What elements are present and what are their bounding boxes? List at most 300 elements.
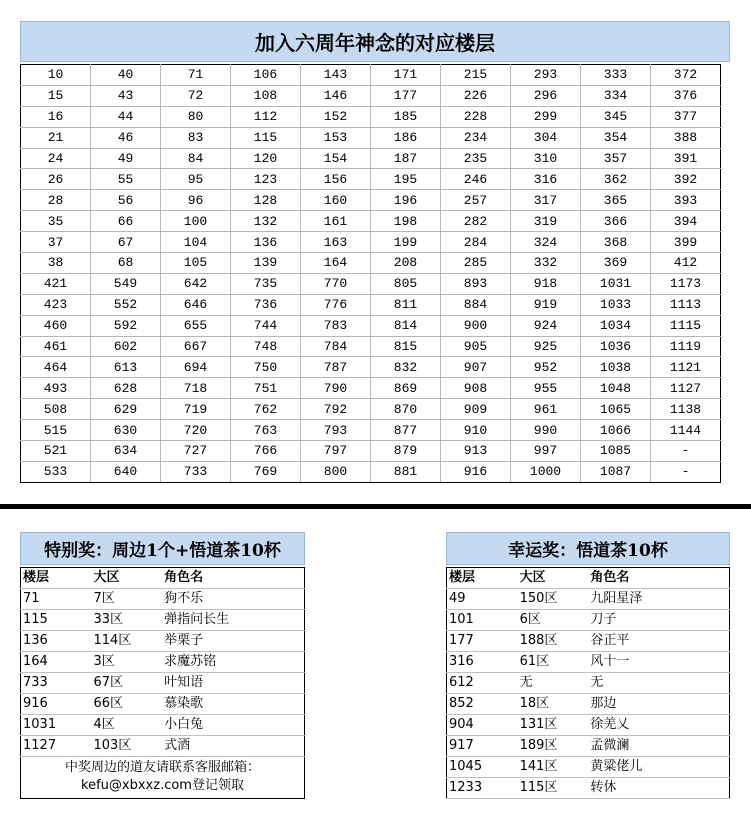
floor-cell: 37 (21, 232, 91, 253)
winner-row (447, 694, 730, 715)
floor-cell: 1233 (447, 778, 518, 799)
floor-cell: 907 (441, 357, 511, 378)
winner-row (447, 589, 730, 610)
floor-cell: 332 (511, 253, 581, 274)
server-cell: 4区 (91, 715, 162, 736)
floor-cell: 399 (651, 232, 721, 253)
winner-row (21, 652, 305, 673)
floor-cell: 55 (91, 169, 161, 190)
floor-cell: 783 (301, 315, 371, 336)
floor-cell: 1038 (581, 357, 651, 378)
special-prize-title: 特别奖：周边1个+悟道茶10杯 (20, 532, 305, 565)
floor-cell: 552 (91, 294, 161, 315)
floor-cell: 793 (301, 420, 371, 441)
floor-cell: 104 (161, 232, 231, 253)
floor-cell: 195 (371, 169, 441, 190)
floor-row (21, 336, 721, 357)
server-cell: 无 (518, 673, 589, 694)
floor-cell: 196 (371, 190, 441, 211)
floor-cell: 1119 (651, 336, 721, 357)
floor-cell: 766 (231, 441, 301, 462)
floor-cell: 228 (441, 106, 511, 127)
floor-cell: 805 (371, 273, 441, 294)
floor-row (21, 169, 721, 190)
floor-cell: 362 (581, 169, 651, 190)
floor-cell: 412 (651, 253, 721, 274)
floor-row (21, 106, 721, 127)
floor-cell: 71 (21, 589, 92, 610)
floor-cell: 787 (301, 357, 371, 378)
floor-cell: 905 (441, 336, 511, 357)
floor-cell: 1127 (21, 736, 92, 757)
server-cell: 66区 (91, 694, 162, 715)
winner-row (447, 610, 730, 631)
floor-cell: 164 (21, 652, 92, 673)
floor-cell: 646 (161, 294, 231, 315)
floor-cell: 1031 (581, 273, 651, 294)
floor-cell: 394 (651, 211, 721, 232)
floor-cell: 918 (511, 273, 581, 294)
floor-cell: 49 (447, 589, 518, 610)
floor-cell: 869 (371, 378, 441, 399)
floor-cell: 751 (231, 378, 301, 399)
floor-cell: 153 (301, 127, 371, 148)
floor-cell: 67 (91, 232, 161, 253)
winner-row (21, 589, 305, 610)
column-header: 大区 (518, 568, 589, 589)
floor-cell: 139 (231, 253, 301, 274)
floor-cell: 154 (301, 148, 371, 169)
lucky-prize-table (446, 567, 730, 799)
winner-row (447, 757, 730, 778)
floor-cell: 769 (231, 461, 301, 482)
floor-cell: 602 (91, 336, 161, 357)
floor-cell: 423 (21, 294, 91, 315)
floor-cell: 464 (21, 357, 91, 378)
floor-cell: 916 (441, 461, 511, 482)
floor-cell: 80 (161, 106, 231, 127)
special-prize-table (20, 567, 305, 757)
lucky-prize-title: 幸运奖：悟道茶10杯 (446, 532, 730, 565)
floor-cell: 105 (161, 253, 231, 274)
floor-cell: 284 (441, 232, 511, 253)
character-name-cell: 式酒 (162, 736, 304, 757)
floor-cell: 952 (511, 357, 581, 378)
floor-cell: 24 (21, 148, 91, 169)
contact-note-line2: kefu@xbxxz.com登记领取 (81, 778, 244, 793)
floor-row (21, 357, 721, 378)
floor-cell: 372 (651, 65, 721, 86)
floor-cell: 161 (301, 211, 371, 232)
floor-cell: 493 (21, 378, 91, 399)
server-cell: 67区 (91, 673, 162, 694)
winner-row (447, 736, 730, 757)
floor-cell: 720 (161, 420, 231, 441)
floor-cell: 694 (161, 357, 231, 378)
floor-cell: 334 (581, 85, 651, 106)
floor-cell: 391 (651, 148, 721, 169)
floor-cell: 629 (91, 399, 161, 420)
floor-cell: 71 (161, 65, 231, 86)
winner-row (447, 673, 730, 694)
winner-row (21, 673, 305, 694)
floor-cell: 997 (511, 441, 581, 462)
floor-cell: 733 (21, 673, 92, 694)
floor-row (21, 273, 721, 294)
floor-cell: 120 (231, 148, 301, 169)
floor-cell: 1036 (581, 336, 651, 357)
table-header-row (21, 568, 305, 589)
character-name-cell: 孟微澜 (588, 736, 729, 757)
floor-cell: 163 (301, 232, 371, 253)
floor-cell: 28 (21, 190, 91, 211)
floor-cell: 461 (21, 336, 91, 357)
floor-cell: 736 (231, 294, 301, 315)
server-cell: 6区 (518, 610, 589, 631)
floor-cell: 136 (21, 631, 92, 652)
character-name-cell: 谷正平 (588, 631, 729, 652)
floor-cell: 317 (511, 190, 581, 211)
lucky-prize-panel (446, 532, 730, 799)
floor-cell: 1138 (651, 399, 721, 420)
floor-cell: 910 (441, 420, 511, 441)
floor-cell: 762 (231, 399, 301, 420)
floor-row (21, 441, 721, 462)
floor-cell: 40 (91, 65, 161, 86)
floor-cell: 748 (231, 336, 301, 357)
floor-cell: 750 (231, 357, 301, 378)
floor-cell: 592 (91, 315, 161, 336)
floor-cell: 324 (511, 232, 581, 253)
floor-cell: 990 (511, 420, 581, 441)
floor-cell: 667 (161, 336, 231, 357)
floor-cell: 285 (441, 253, 511, 274)
floor-cell: 35 (21, 211, 91, 232)
column-header: 楼层 (21, 568, 92, 589)
floor-cell: 282 (441, 211, 511, 232)
floor-cell: 115 (21, 610, 92, 631)
floor-cell: 368 (581, 232, 651, 253)
floor-cell: 800 (301, 461, 371, 482)
floor-cell: 1065 (581, 399, 651, 420)
floor-cell: 913 (441, 441, 511, 462)
floor-cell: 955 (511, 378, 581, 399)
floor-cell: 900 (441, 315, 511, 336)
server-cell: 188区 (518, 631, 589, 652)
winner-row (21, 715, 305, 736)
floor-cell: 634 (91, 441, 161, 462)
floor-cell: 84 (161, 148, 231, 169)
table-header-row (447, 568, 730, 589)
floor-cell: 369 (581, 253, 651, 274)
winner-row (21, 631, 305, 652)
character-name-cell: 黄粱佬儿 (588, 757, 729, 778)
floor-cell: 187 (371, 148, 441, 169)
floor-cell: 460 (21, 315, 91, 336)
floor-cell: 357 (581, 148, 651, 169)
floor-cell: 776 (301, 294, 371, 315)
floor-cell: 177 (371, 85, 441, 106)
column-header: 大区 (91, 568, 162, 589)
page-title: 加入六周年神念的对应楼层 (20, 21, 730, 62)
floor-cell: 744 (231, 315, 301, 336)
floor-cell: 919 (511, 294, 581, 315)
floor-cell: 1031 (21, 715, 92, 736)
floor-cell: 1127 (651, 378, 721, 399)
floor-cell: 26 (21, 169, 91, 190)
floor-cell: 132 (231, 211, 301, 232)
floor-cell: 1087 (581, 461, 651, 482)
floor-cell: 790 (301, 378, 371, 399)
floor-cell: 123 (231, 169, 301, 190)
floor-cell: 257 (441, 190, 511, 211)
floor-cell: 21 (21, 127, 91, 148)
floor-cell: 299 (511, 106, 581, 127)
floor-cell: 15 (21, 85, 91, 106)
floor-cell: 160 (301, 190, 371, 211)
floor-cell: 1066 (581, 420, 651, 441)
floor-cell: 83 (161, 127, 231, 148)
floor-row (21, 148, 721, 169)
floor-row (21, 378, 721, 399)
server-cell: 150区 (518, 589, 589, 610)
floor-cell: 296 (511, 85, 581, 106)
floor-cell: 735 (231, 273, 301, 294)
floor-row (21, 127, 721, 148)
floor-row (21, 315, 721, 336)
floor-row (21, 190, 721, 211)
floor-cell: 925 (511, 336, 581, 357)
floor-cell: 392 (651, 169, 721, 190)
floor-cell: 1121 (651, 357, 721, 378)
server-cell: 3区 (91, 652, 162, 673)
server-cell: 189区 (518, 736, 589, 757)
floor-cell: 961 (511, 399, 581, 420)
floor-row (21, 461, 721, 482)
floor-cell: 49 (91, 148, 161, 169)
floor-cell: 293 (511, 65, 581, 86)
floor-cell: 143 (301, 65, 371, 86)
column-header: 角色名 (162, 568, 304, 589)
floor-cell: 393 (651, 190, 721, 211)
floor-cell: 310 (511, 148, 581, 169)
floor-cell: 533 (21, 461, 91, 482)
floor-cell: 44 (91, 106, 161, 127)
floor-cell: 832 (371, 357, 441, 378)
floor-cell: 1033 (581, 294, 651, 315)
floor-cell: 811 (371, 294, 441, 315)
character-name-cell: 那边 (588, 694, 729, 715)
floor-cell: 185 (371, 106, 441, 127)
server-cell: 33区 (91, 610, 162, 631)
floor-row (21, 294, 721, 315)
floor-cell: 727 (161, 441, 231, 462)
floor-cell: 72 (161, 85, 231, 106)
server-cell: 7区 (91, 589, 162, 610)
floor-cell: 908 (441, 378, 511, 399)
floor-row (21, 253, 721, 274)
floor-cell: 613 (91, 357, 161, 378)
floor-row (21, 211, 721, 232)
floor-cell: 763 (231, 420, 301, 441)
floor-cell: 814 (371, 315, 441, 336)
character-name-cell: 刀子 (588, 610, 729, 631)
character-name-cell: 举栗子 (162, 631, 304, 652)
floor-cell: 319 (511, 211, 581, 232)
winner-row (447, 652, 730, 673)
floor-row (21, 399, 721, 420)
character-name-cell: 转休 (588, 778, 729, 799)
section-divider (0, 504, 751, 509)
floor-cell: 136 (231, 232, 301, 253)
floor-cell: 733 (161, 461, 231, 482)
floor-cell: 718 (161, 378, 231, 399)
character-name-cell: 无 (588, 673, 729, 694)
floor-cell: 784 (301, 336, 371, 357)
floor-cell: 199 (371, 232, 441, 253)
floor-cell: 68 (91, 253, 161, 274)
floor-cell: 304 (511, 127, 581, 148)
floor-cell: 376 (651, 85, 721, 106)
floor-cell: 106 (231, 65, 301, 86)
floor-cell: 549 (91, 273, 161, 294)
floor-cell: 128 (231, 190, 301, 211)
floor-cell: 515 (21, 420, 91, 441)
server-cell: 103区 (91, 736, 162, 757)
floor-cell: 66 (91, 211, 161, 232)
character-name-cell: 求魔苏铭 (162, 652, 304, 673)
floor-cell: 366 (581, 211, 651, 232)
floor-cell: - (651, 441, 721, 462)
floor-cell: 235 (441, 148, 511, 169)
floor-cell: 916 (21, 694, 92, 715)
floor-row (21, 420, 721, 441)
floor-cell: 792 (301, 399, 371, 420)
server-cell: 131区 (518, 715, 589, 736)
server-cell: 61区 (518, 652, 589, 673)
floor-cell: 1000 (511, 461, 581, 482)
contact-note-line1: 中奖周边的道友请联系客服邮箱： (64, 760, 260, 775)
floor-cell: 655 (161, 315, 231, 336)
floor-cell: 852 (447, 694, 518, 715)
floor-cell: 904 (447, 715, 518, 736)
winner-row (21, 736, 305, 757)
floor-cell: 881 (371, 461, 441, 482)
character-name-cell: 叶知语 (162, 673, 304, 694)
floor-cell: 96 (161, 190, 231, 211)
server-cell: 114区 (91, 631, 162, 652)
floor-row (21, 232, 721, 253)
character-name-cell: 九阳星泽 (588, 589, 729, 610)
floor-cell: 95 (161, 169, 231, 190)
floor-cell: 508 (21, 399, 91, 420)
floor-cell: 1034 (581, 315, 651, 336)
floor-cell: - (651, 461, 721, 482)
winner-row (21, 610, 305, 631)
floor-cell: 630 (91, 420, 161, 441)
winner-row (447, 778, 730, 799)
floor-cell: 112 (231, 106, 301, 127)
floor-table (20, 64, 721, 483)
character-name-cell: 慕染歌 (162, 694, 304, 715)
floor-cell: 770 (301, 273, 371, 294)
floor-cell: 333 (581, 65, 651, 86)
floor-cell: 1045 (447, 757, 518, 778)
winner-row (21, 694, 305, 715)
character-name-cell: 徐羌乂 (588, 715, 729, 736)
floor-cell: 156 (301, 169, 371, 190)
floor-cell: 100 (161, 211, 231, 232)
floor-cell: 152 (301, 106, 371, 127)
floor-cell: 1115 (651, 315, 721, 336)
floor-cell: 377 (651, 106, 721, 127)
server-cell: 18区 (518, 694, 589, 715)
floor-cell: 1085 (581, 441, 651, 462)
server-cell: 115区 (518, 778, 589, 799)
floor-row (21, 85, 721, 106)
floor-cell: 884 (441, 294, 511, 315)
floor-cell: 640 (91, 461, 161, 482)
floor-cell: 815 (371, 336, 441, 357)
floor-cell: 521 (21, 441, 91, 462)
floor-cell: 316 (447, 652, 518, 673)
floor-cell: 215 (441, 65, 511, 86)
special-prize-panel (20, 532, 305, 799)
character-name-cell: 弹指问长生 (162, 610, 304, 631)
floor-cell: 628 (91, 378, 161, 399)
floor-cell: 108 (231, 85, 301, 106)
floor-cell: 186 (371, 127, 441, 148)
floor-row (21, 65, 721, 86)
floor-cell: 354 (581, 127, 651, 148)
floor-cell: 642 (161, 273, 231, 294)
floor-cell: 208 (371, 253, 441, 274)
floor-cell: 10 (21, 65, 91, 86)
floor-cell: 719 (161, 399, 231, 420)
column-header: 楼层 (447, 568, 518, 589)
floor-cell: 924 (511, 315, 581, 336)
floor-cell: 365 (581, 190, 651, 211)
floor-cell: 177 (447, 631, 518, 652)
floor-cell: 612 (447, 673, 518, 694)
floor-cell: 101 (447, 610, 518, 631)
floor-cell: 16 (21, 106, 91, 127)
floor-cell: 234 (441, 127, 511, 148)
floor-cell: 893 (441, 273, 511, 294)
column-header: 角色名 (588, 568, 729, 589)
floor-cell: 877 (371, 420, 441, 441)
winner-row (447, 715, 730, 736)
server-cell: 141区 (518, 757, 589, 778)
floor-cell: 56 (91, 190, 161, 211)
floor-cell: 226 (441, 85, 511, 106)
floor-cell: 1048 (581, 378, 651, 399)
floor-cell: 1113 (651, 294, 721, 315)
floor-cell: 1173 (651, 273, 721, 294)
contact-note (20, 757, 305, 799)
character-name-cell: 小白兔 (162, 715, 304, 736)
floor-cell: 171 (371, 65, 441, 86)
winner-row (447, 631, 730, 652)
floor-cell: 797 (301, 441, 371, 462)
floor-cell: 146 (301, 85, 371, 106)
floor-cell: 316 (511, 169, 581, 190)
floor-cell: 198 (371, 211, 441, 232)
floor-cell: 38 (21, 253, 91, 274)
floor-cell: 917 (447, 736, 518, 757)
character-name-cell: 狗不乐 (162, 589, 304, 610)
floor-cell: 164 (301, 253, 371, 274)
